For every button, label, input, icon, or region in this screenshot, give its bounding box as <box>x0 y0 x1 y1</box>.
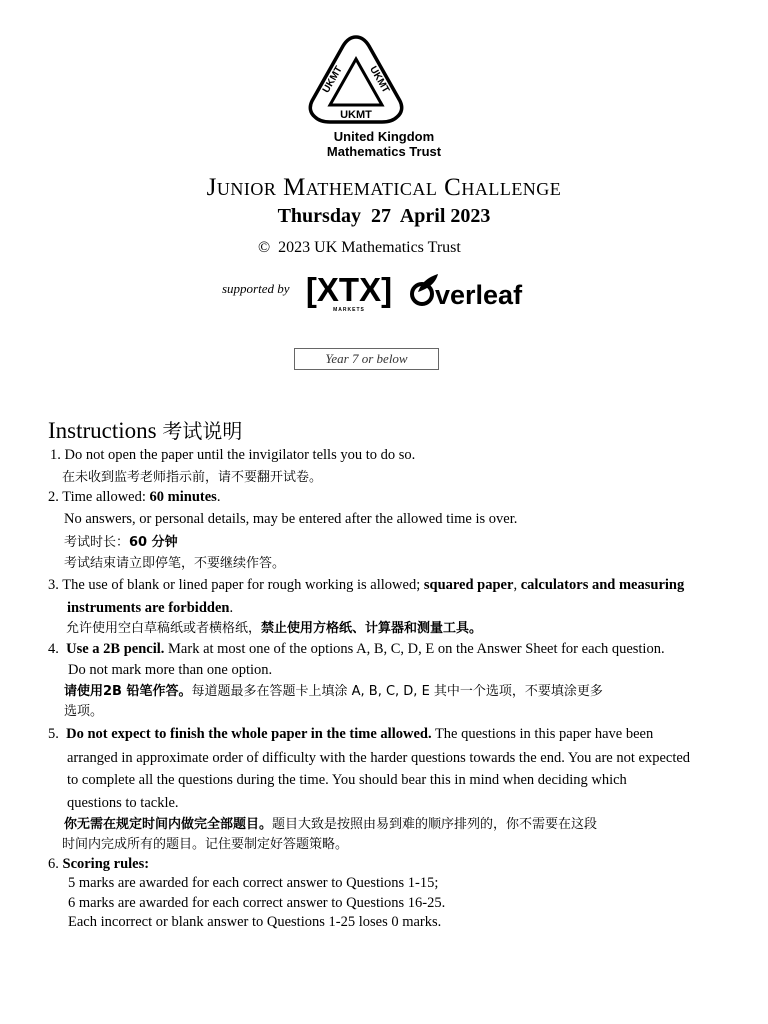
instruction-4-zh-bold: 请使用2B 铅笔作答。 <box>64 684 192 699</box>
instruction-2 <box>48 488 220 506</box>
instruction-2-time: 60 minutes <box>149 489 217 505</box>
instruction-3-bold-2: calculators and measuring <box>520 577 685 593</box>
instruction-5-zh-bold: 你无需在规定时间内做完全部题目。 <box>64 817 273 832</box>
instruction-5-zh <box>64 816 597 834</box>
overleaf-text: verleaf <box>435 280 523 308</box>
logo-text-right: UKMT <box>367 64 392 96</box>
instruction-5-line4: questions to tackle. <box>67 795 179 811</box>
scoring-rule-1: 5 marks are awarded for each correct answer to Questions 1-15; <box>68 875 439 891</box>
instruction-4-zh <box>64 683 603 701</box>
instruction-4-bold: Use a 2B pencil. <box>66 641 165 657</box>
instruction-5 <box>48 725 653 743</box>
instruction-2-period: . <box>216 489 221 505</box>
instruction-3-comma: , <box>513 577 518 593</box>
scoring-rule-2: 6 marks are awarded for each correct answer to Questions 16-25. <box>68 895 446 911</box>
instruction-3-bold-3: instruments are forbidden <box>67 600 230 616</box>
heading-zh: 考试说明 <box>162 419 243 443</box>
instruction-3-line2 <box>67 599 233 617</box>
instruction-3-zh-b: 禁止使用方格纸、计算器和测量工具。 <box>261 621 483 636</box>
org-line-1: United Kingdom <box>333 129 435 144</box>
paper-title <box>0 174 768 202</box>
title-J: J <box>206 174 217 201</box>
instruction-1-text: Do not open the paper until the invigilator tells you to do so. <box>64 447 416 463</box>
instruction-4-text: Mark at most one of the options A, B, C, D, E on the Answer Sheet for each question. <box>168 641 665 657</box>
supported-by-label: supported by <box>222 281 290 296</box>
year-level-box: Year 7 or below <box>294 348 439 370</box>
instruction-1-zh: 在未收到监考老师指示前，请不要翻开试卷。 <box>62 470 323 485</box>
instruction-3 <box>48 576 684 594</box>
logo-text-bottom: UKMT <box>340 109 372 121</box>
instruction-2-zh1-a: 考试时长： <box>64 535 130 550</box>
scoring-rules-title: Scoring rules: <box>62 856 150 872</box>
instruction-4-number: 4. <box>48 641 59 657</box>
instruction-1 <box>50 446 415 464</box>
copyright: © 2023 UK Mathematics Trust <box>258 239 461 256</box>
ukmt-logo <box>304 33 408 127</box>
instruction-3-period: . <box>229 600 234 616</box>
instruction-5-zh-text: 题目大致是按照由易到难的顺序排列的，你不需要在这段 <box>272 817 598 832</box>
instruction-4-zh-text: 每道题最多在答题卡上填涂 A, B, C, D, E 其中一个选项，不要填涂更多 <box>191 684 603 699</box>
exam-date: Thursday 27 April 2023 <box>277 205 491 227</box>
instruction-3-bold-1: squared paper <box>423 577 514 593</box>
xtx-markets-logo <box>303 271 395 313</box>
scoring-rule-3: Each incorrect or blank answer to Questions 1-25 loses 0 marks. <box>68 914 442 930</box>
instruction-5-text: The questions in this paper have been <box>434 726 654 742</box>
instruction-5-bold: Do not expect to finish the whole paper in the time allowed. <box>66 726 432 742</box>
title-unior: unior <box>216 174 277 201</box>
instruction-5-zh2: 时间内完成所有的题目。记住要制定好答题策略。 <box>62 837 349 852</box>
instruction-1-number: 1. <box>50 447 61 463</box>
instruction-2-number: 2. <box>48 489 59 505</box>
org-line-2: Mathematics Trust <box>326 144 442 159</box>
instruction-4-zh2: 选项。 <box>64 704 104 719</box>
instruction-2-zh2: 考试结束请立即停笔，不要继续作答。 <box>64 556 286 571</box>
instruction-3-zh <box>66 620 482 638</box>
instruction-4-line2: Do not mark more than one option. <box>68 662 273 678</box>
title-hallenge: hallenge <box>461 174 562 201</box>
instruction-2-zh1-b: 60 分钟 <box>129 535 178 550</box>
instructions-heading <box>48 415 242 444</box>
overleaf-logo <box>408 272 538 308</box>
organization-name <box>0 129 768 159</box>
instruction-5-number: 5. <box>48 726 59 742</box>
title-athematical: athematical <box>305 174 438 201</box>
instruction-3-text-a: The use of blank or lined paper for rough working is allowed; <box>62 577 421 593</box>
instruction-5-line3: to complete all the questions during the time. You should bear this in mind when deciding which <box>67 772 627 788</box>
instruction-6 <box>48 855 149 873</box>
xtx-text: [XTX] <box>305 271 393 308</box>
instruction-3-zh-a: 允许使用空白草稿纸或者横格纸， <box>66 621 262 636</box>
instruction-3-number: 3. <box>48 577 59 593</box>
instruction-2-zh1 <box>64 534 178 552</box>
title-C: C <box>444 174 462 201</box>
instruction-4 <box>48 640 665 658</box>
title-M: M <box>283 174 306 201</box>
instruction-2-text-a: Time allowed: <box>62 489 146 505</box>
instruction-5-line2: arranged in approximate order of difficulty with the harder questions towards the end. You are not expected <box>67 750 691 766</box>
logo-text-left: UKMT <box>320 64 345 96</box>
xtx-subtext: MARKETS <box>333 307 365 313</box>
instruction-2-line2: No answers, or personal details, may be entered after the allowed time is over. <box>64 511 518 527</box>
heading-en: Instructions <box>48 418 157 443</box>
instruction-6-number: 6. <box>48 856 59 872</box>
